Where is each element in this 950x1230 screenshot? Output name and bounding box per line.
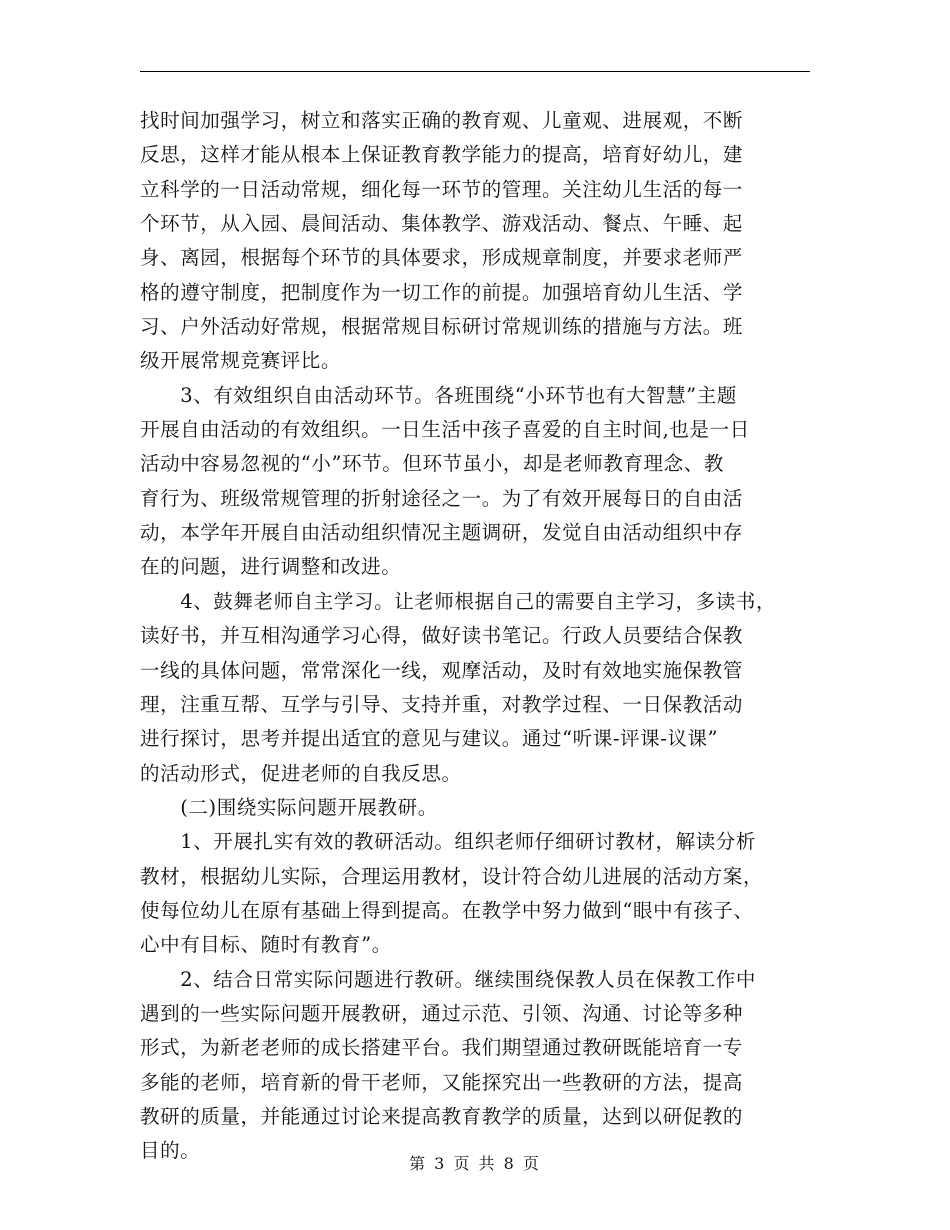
text-line: 级开展常规竞赛评比。 [140, 349, 342, 373]
text-line: 育行为、班级常规管理的折射途径之一。为了有效开展每日的自由活 [140, 486, 744, 510]
text-line: 活动中容易忽视的“小”环节。但环节虽小，却是老师教育理念、教 [140, 452, 724, 476]
text-line: 的活动形式，促进老师的自我反思。 [140, 761, 462, 785]
text-line: 使每位幼儿在原有基础上得到提高。在教学中努力做到“眼中有孩子、 [140, 898, 754, 922]
text-line: 开展自由活动的有效组织。一日生活中孩子喜爱的自主时间,也是一日 [140, 418, 750, 442]
text-line: 理，注重互帮、互学与引导、支持并重，对教学过程、一日保教活动 [140, 692, 744, 716]
text-line: 1、开展扎实有效的教研活动。组织老师仔细研讨教材，解读分析 [140, 830, 757, 854]
text-line: 多能的老师，培育新的骨干老师，又能探究出一些教研的方法，提高 [140, 1070, 744, 1094]
text-line: 教研的质量，并能通过讨论来提高教育教学的质量，达到以研促教的 [140, 1104, 744, 1128]
text-line: 个环节，从入园、晨间活动、集体教学、游戏活动、餐点、午睡、起 [140, 212, 744, 236]
text-line: 格的遵守制度，把制度作为一切工作的前提。加强培育幼儿生活、学 [140, 280, 744, 304]
text-line: 目的。 [140, 1139, 201, 1163]
header-rule [140, 71, 810, 72]
text-line: 反思，这样才能从根本上保证教育教学能力的提高，培育好幼儿，建 [140, 143, 744, 167]
document-body [140, 104, 820, 1169]
text-line: 动，本学年开展自由活动组织情况主题调研，发觉自由活动组织中存 [140, 521, 744, 545]
text-line: 3、有效组织自由活动环节。各班围绕“小环节也有大智慧”主题 [140, 383, 737, 407]
text-line: 教材，根据幼儿实际，合理运用教材，设计符合幼儿进展的活动方案， [140, 864, 764, 888]
text-line: 2、结合日常实际问题进行教研。继续围绕保教人员在保教工作中 [140, 967, 757, 991]
section-heading: (二)围绕实际问题开展教研。 [140, 795, 438, 819]
text-line: 找时间加强学习，树立和落实正确的教育观、儿童观、进展观，不断 [140, 109, 744, 132]
text-line: 读好书，并互相沟通学习心得，做好读书笔记。行政人员要结合保教 [140, 624, 744, 648]
text-line: 遇到的一些实际问题开展教研，通过示范、引领、沟通、讨论等多种 [140, 1001, 744, 1025]
text-line: 习、户外活动好常规，根据常规目标研讨常规训练的措施与方法。班 [140, 315, 744, 339]
text-line: 立科学的一日活动常规，细化每一环节的管理。关注幼儿生活的每一 [140, 177, 744, 201]
text-line: 一线的具体问题，常常深化一线，观摩活动，及时有效地实施保教管 [140, 658, 744, 682]
text-line: 形式，为新老老师的成长搭建平台。我们期望通过教研既能培育一专 [140, 1036, 744, 1060]
text-line: 进行探讨，思考并提出适宜的意见与建议。通过“听课-评课-议课” [140, 727, 719, 751]
page-number-footer: 第 3 页 共 8 页 [409, 1154, 541, 1173]
text-line: 心中有目标、随时有教育”。 [140, 933, 392, 957]
text-line: 在的问题，进行调整和改进。 [140, 555, 402, 579]
text-line: 4、鼓舞老师自主学习。让老师根据自己的需要自主学习，多读书， [140, 589, 777, 613]
text-line: 身、离园，根据每个环节的具体要求，形成规章制度，并要求老师严 [140, 246, 744, 270]
